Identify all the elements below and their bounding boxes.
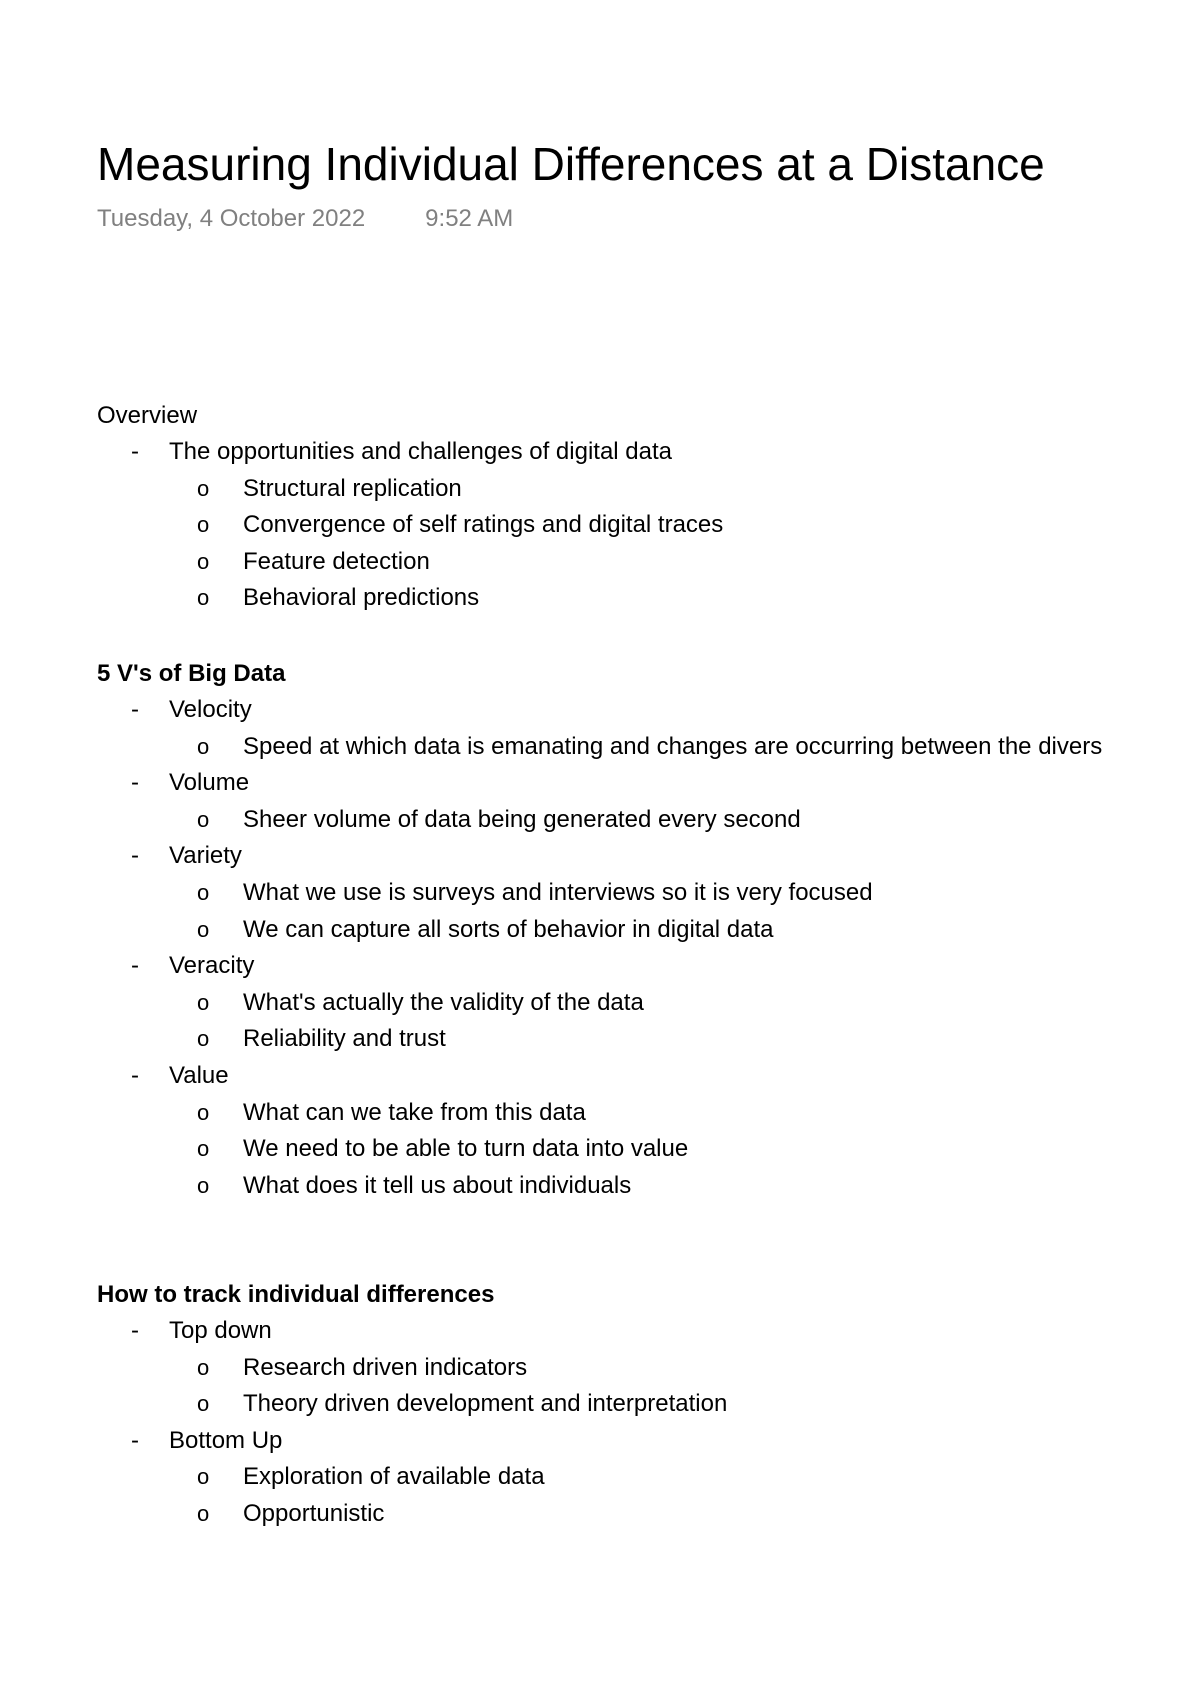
sub-bullet-item: [97, 507, 724, 544]
bullet-text: The opportunities and challenges of digital data: [169, 438, 673, 465]
circle-bullet-icon: o: [197, 1026, 210, 1052]
sub-bullet-text: Reliability and trust: [243, 1025, 446, 1053]
sub-bullet-text: Research driven indicators: [243, 1353, 528, 1381]
bullet-text: Bottom Up: [169, 1426, 283, 1454]
bullet-text: Variety: [169, 842, 242, 870]
section-heading: 5 V's of Big Data: [97, 660, 286, 687]
bullet-text: Top down: [169, 1317, 272, 1344]
bullet-text: Velocity: [169, 696, 252, 723]
circle-bullet-icon: o: [197, 1172, 210, 1198]
bullet-item: [97, 434, 673, 471]
sub-bullet-text: We can capture all sorts of behavior in digital data: [243, 915, 774, 943]
sub-bullet-item: [97, 875, 873, 912]
sub-bullet-text: Structural replication: [243, 474, 462, 502]
sub-bullet-item: [97, 802, 801, 839]
sub-bullet-item: [97, 1459, 545, 1496]
page-meta: [97, 203, 513, 235]
dash-bullet-icon: -: [131, 769, 139, 797]
section-tracking: [97, 1276, 728, 1533]
sub-bullet-text: Opportunistic: [243, 1499, 385, 1527]
section-5vs: [97, 655, 1103, 1204]
dash-bullet-icon: -: [131, 1317, 139, 1344]
dash-bullet-icon: -: [131, 952, 139, 980]
bullet-item: [97, 692, 285, 729]
circle-bullet-icon: o: [197, 806, 210, 832]
sub-bullet-text: What can we take from this data: [243, 1098, 586, 1126]
sub-bullet-item: [97, 1168, 632, 1205]
sub-bullet-text: Sheer volume of data being generated every second: [243, 805, 801, 833]
sub-bullet-item: [97, 912, 774, 949]
dash-bullet-icon: -: [131, 1061, 139, 1089]
sub-bullet-item: [97, 544, 430, 581]
sub-bullet-text: What we use is surveys and interviews so it is very focused: [243, 878, 873, 906]
sub-bullet-item: [97, 729, 1103, 766]
page-date: Tuesday, 4 October 2022: [97, 205, 366, 232]
sub-bullet-item: [97, 1095, 586, 1132]
sub-bullet-item: [97, 1021, 446, 1058]
sub-bullet-item: [97, 580, 480, 617]
sub-bullet-item: [97, 1350, 528, 1387]
sub-bullet-text: We need to be able to turn data into value: [243, 1135, 689, 1163]
section-overview: [97, 397, 724, 617]
sub-bullet-text: Feature detection: [243, 547, 430, 575]
sub-bullet-item: [97, 985, 644, 1022]
bullet-item: [97, 1058, 285, 1095]
page-time: 9:52 AM: [425, 205, 514, 232]
circle-bullet-icon: o: [197, 879, 210, 905]
circle-bullet-icon: o: [197, 989, 210, 1015]
page-title: Measuring Individual Differences at a Distance: [97, 138, 1045, 190]
circle-bullet-icon: o: [197, 548, 210, 574]
dash-bullet-icon: -: [131, 1426, 139, 1454]
sub-bullet-item: [97, 1496, 494, 1533]
dash-bullet-icon: -: [131, 842, 139, 870]
circle-bullet-icon: o: [197, 916, 210, 942]
circle-bullet-icon: o: [197, 585, 210, 611]
sub-bullet-item: [97, 1131, 689, 1168]
circle-bullet-icon: o: [197, 1099, 210, 1125]
sub-bullet-text: Convergence of self ratings and digital traces: [243, 511, 724, 539]
bullet-item: [97, 948, 285, 985]
circle-bullet-icon: o: [197, 475, 210, 501]
circle-bullet-icon: o: [197, 733, 210, 759]
sub-bullet-item: [97, 471, 462, 508]
circle-bullet-icon: o: [197, 1354, 210, 1380]
bullet-text: Value: [169, 1061, 229, 1089]
circle-bullet-icon: o: [197, 1136, 210, 1162]
sub-bullet-text: Theory driven development and interpretation: [243, 1390, 728, 1418]
bullet-text: Veracity: [169, 952, 255, 980]
bullet-item: [97, 838, 285, 875]
circle-bullet-icon: o: [197, 1464, 210, 1490]
dash-bullet-icon: -: [131, 438, 139, 465]
bullet-item: [97, 1313, 494, 1350]
sub-bullet-text: Exploration of available data: [243, 1463, 545, 1491]
sub-bullet-text: What's actually the validity of the data: [243, 988, 644, 1016]
sub-bullet-text: What does it tell us about individuals: [243, 1171, 632, 1199]
dash-bullet-icon: -: [131, 696, 139, 723]
sub-bullet-item: [97, 1386, 728, 1423]
bullet-text: Volume: [169, 769, 250, 797]
sub-bullet-text: Speed at which data is emanating and changes are occurring between the divers: [243, 732, 1103, 760]
circle-bullet-icon: o: [197, 1500, 210, 1526]
circle-bullet-icon: o: [197, 1391, 210, 1417]
bullet-item: [97, 765, 285, 802]
section-heading: Overview: [97, 402, 198, 429]
bullet-item: [97, 1423, 494, 1460]
sub-bullet-text: Behavioral predictions: [243, 584, 480, 612]
section-heading: How to track individual differences: [97, 1281, 495, 1308]
circle-bullet-icon: o: [197, 512, 210, 538]
